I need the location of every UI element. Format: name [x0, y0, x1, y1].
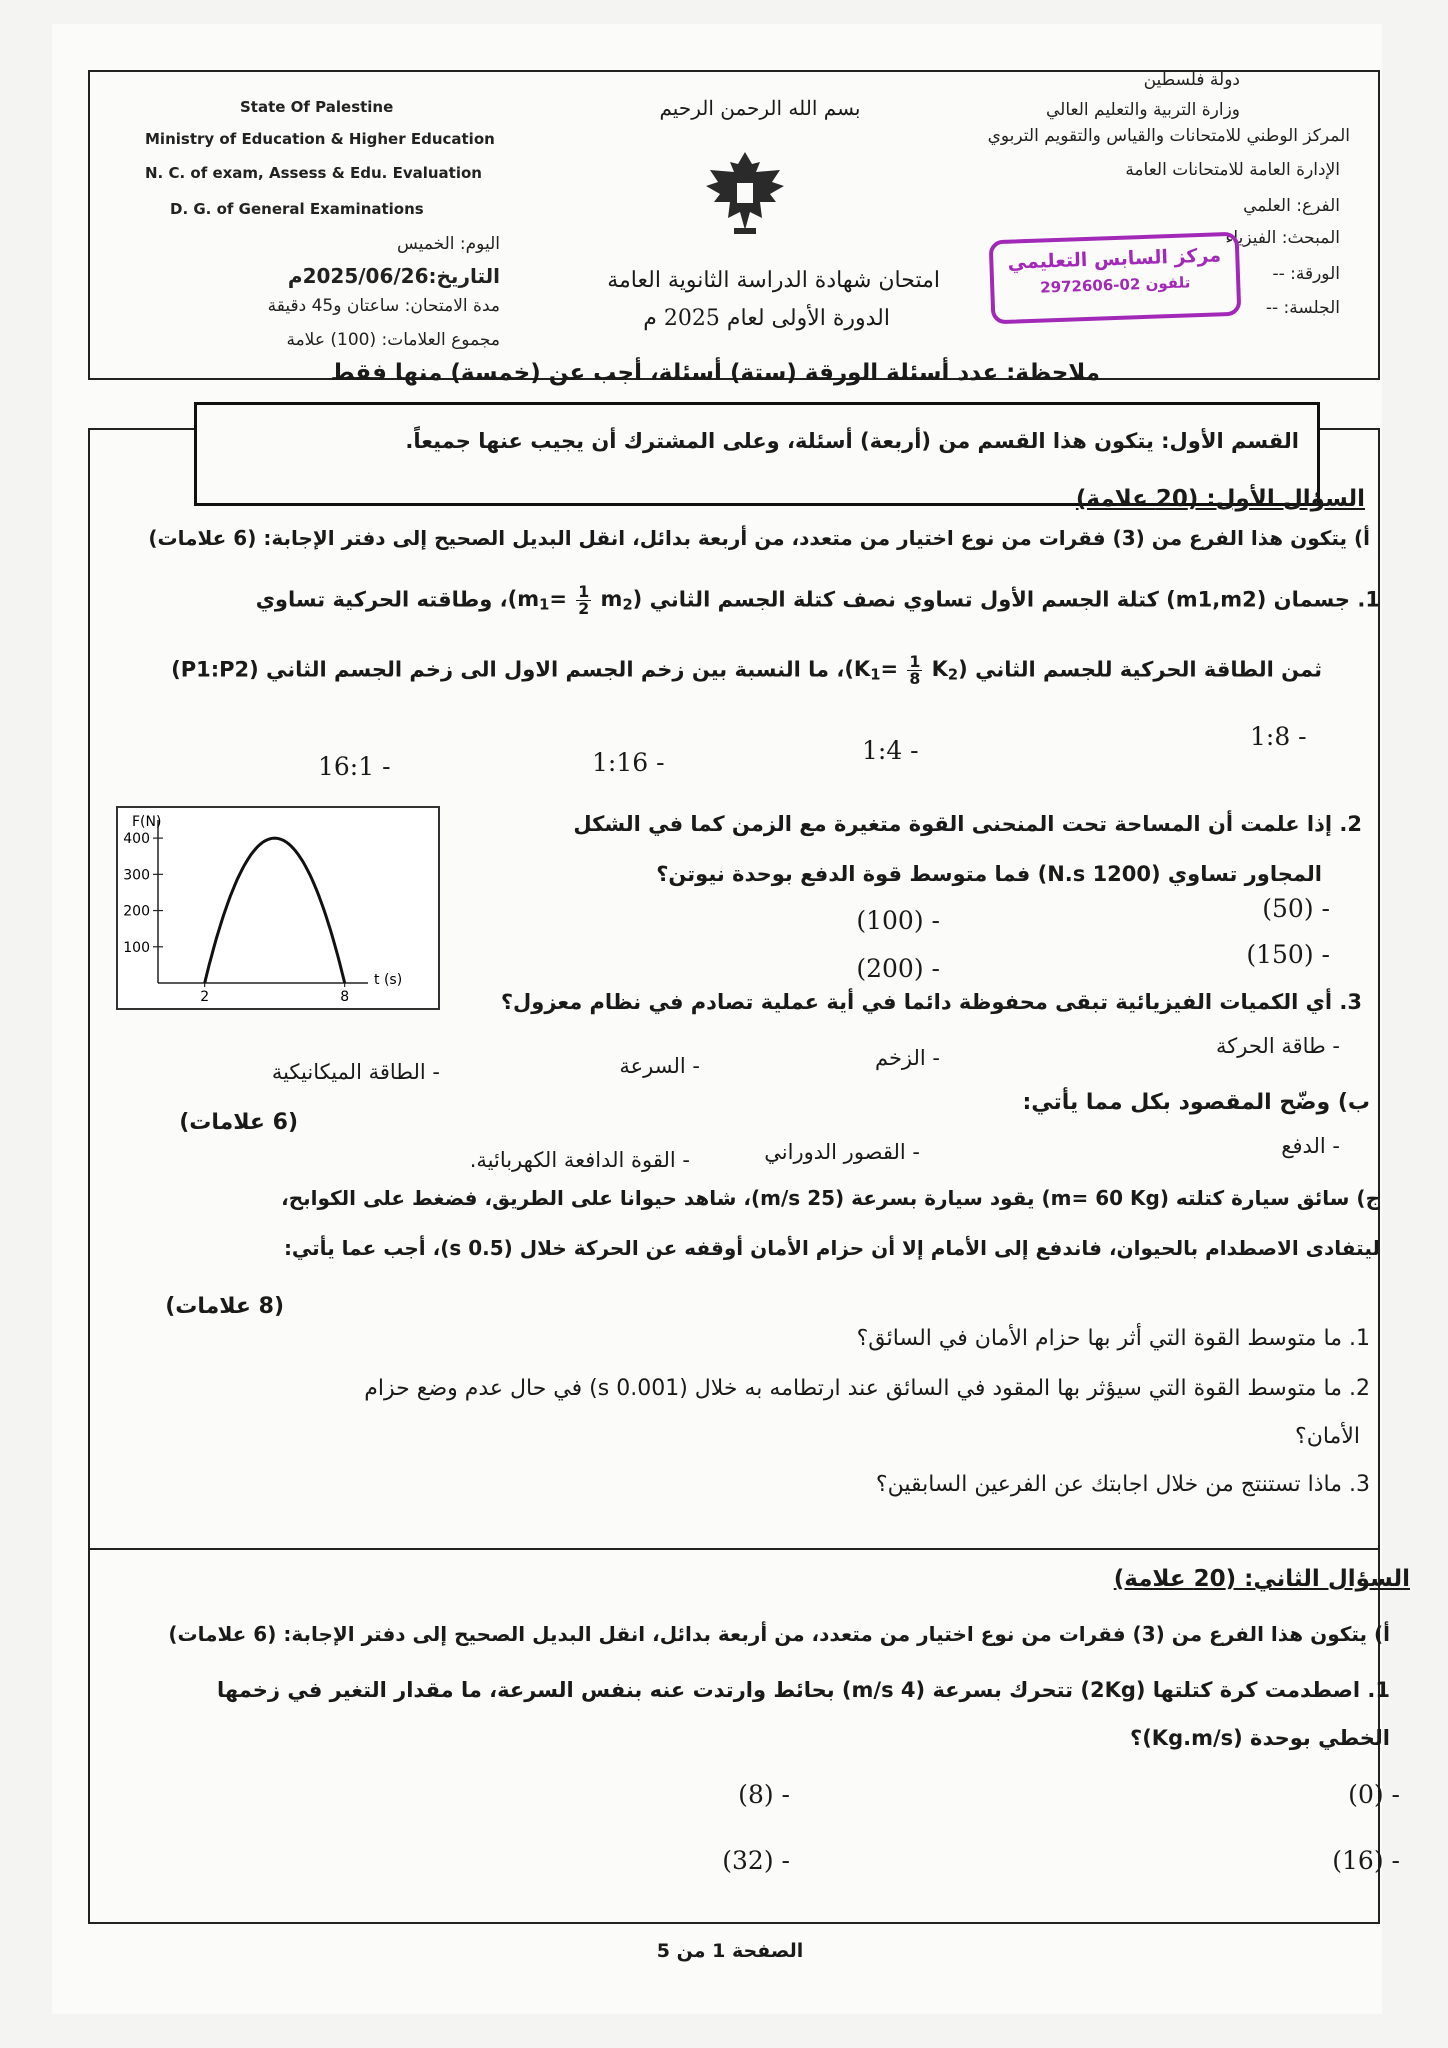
q1-item3-line: 3. أي الكميات الفيزيائية تبقى محفوظة دائما في أية عملية تصادم في نظام معزول؟	[500, 990, 1362, 1014]
q1-item1-line2	[110, 654, 1322, 687]
q1-part-c-q1: 1. ما متوسط القوة التي أثر بها حزام الأمان في السائق؟	[856, 1326, 1370, 1351]
q1-item1-option-3[interactable]: 1:16 -	[592, 748, 665, 777]
q1-item2-option-1[interactable]: - (50)	[1262, 894, 1330, 923]
q2-title: السؤال الثاني: (20 علامة)	[1113, 1566, 1410, 1592]
page-footer: الصفحة 1 من 5	[656, 1940, 804, 1962]
force-curve	[205, 838, 345, 983]
q1-part-c-marks: (8 علامات)	[165, 1294, 284, 1319]
q1-item1-line2-b: ، ما النسبة بين زخم الجسم الاول الى زخم الجسم الثاني (P1:P2)	[171, 657, 845, 682]
header-branch: الفرع: العلمي	[1243, 196, 1340, 216]
q1-part-b-term-2: - القصور الدوراني	[764, 1140, 920, 1164]
basmala: بسم الله الرحمن الرحيم	[659, 96, 861, 120]
q1-part-c-line2: ليتفادى الاصطدام بالحيوان، فاندفع إلى الأمام إلا أن حزام الأمان أوقفه عن الحركة خلال (0.5 s)، أجب عما يأتي:	[283, 1236, 1380, 1260]
header-en-state: State Of Palestine	[240, 98, 394, 116]
q1-item3-option-3[interactable]: - السرعة	[619, 1054, 700, 1078]
q1-item1-text-a: جسمان (m1,m2) كتلة الجسم الأول تساوي نصف كتلة الجسم الثاني	[649, 587, 1351, 612]
q1-item1-number: 1.	[1357, 587, 1380, 612]
q1-item2-option-3[interactable]: - (150)	[1246, 940, 1330, 969]
q1-part-b: ب) وضّح المقصود بكل مما يأتي:	[1022, 1090, 1370, 1115]
note-line: ملاحظة: عدد أسئلة الورقة (ستة) أسئلة، أجب عن (خمسة) منها فقط	[330, 360, 1100, 386]
graph-y-label: F(N)	[132, 814, 162, 830]
q1-part-b-term-3: - القوة الدافعة الكهربائية.	[469, 1148, 690, 1172]
y-tick-label: 200	[123, 903, 150, 920]
q2-item1-line2: الخطي بوحدة (Kg.m/s)؟	[1130, 1726, 1390, 1750]
header-en-center: N. C. of exam, Assess & Edu. Evaluation	[145, 164, 482, 182]
q1-item1-mass-formula: ($m_1=$ $\frac{1}{2}$ $m_2$)	[507, 582, 643, 618]
q2-item1-option-1[interactable]: - (0)	[1348, 1780, 1400, 1809]
y-tick-label: 100	[123, 939, 150, 956]
exam-day: اليوم: الخميس	[397, 234, 500, 254]
header-paper: الورقة: --	[1272, 264, 1340, 284]
q2-item1-option-3[interactable]: - (16)	[1332, 1846, 1400, 1875]
q2-item1-option-2[interactable]: - (8)	[738, 1780, 790, 1809]
exam-total-marks: مجموع العلامات: (100) علامة	[286, 330, 500, 350]
section-divider	[88, 1548, 1378, 1550]
q1-part-b-term-1: - الدفع	[1281, 1134, 1340, 1158]
header-ar-center: المركز الوطني للامتحانات والقياس والتقويم التربوي	[987, 126, 1350, 146]
q1-part-c-q3: 3. ماذا تستنتج من خلال اجابتك عن الفرعين السابقين؟	[875, 1472, 1370, 1497]
q1-part-a-intro: أ) يتكون هذا الفرع من (3) فقرات من نوع اختيار من متعدد، من أربعة بدائل، انقل البديل الصحيح إلى دفتر الإجابة: (6 علامات)	[148, 526, 1370, 550]
q1-item1-line2-a: ثمن الطاقة الحركية للجسم الثاني	[975, 657, 1322, 682]
x-tick-label: 2	[200, 989, 210, 1005]
y-tick-label: 300	[123, 867, 150, 884]
header-ar-directorate: الإدارة العامة للامتحانات العامة	[1125, 160, 1340, 180]
q1-item3-option-2[interactable]: - الزخم	[874, 1046, 940, 1070]
q1-title: السؤال الأول: (20 علامة)	[1075, 486, 1365, 512]
header-session: الجلسة: --	[1265, 298, 1340, 318]
y-ticks	[123, 831, 163, 956]
q1-item2-option-2[interactable]: - (100)	[856, 906, 940, 935]
institute-stamp	[989, 232, 1242, 325]
stamp-phone: تلفون 02-2972606	[1039, 273, 1191, 297]
q1-item2-option-4[interactable]: - (200)	[856, 954, 940, 983]
x-tick-label: 8	[340, 989, 350, 1005]
force-time-plot	[118, 808, 438, 1008]
header-ar-ministry: وزارة التربية والتعليم العالي	[1045, 100, 1240, 120]
header-subject: المبحث: الفيزياء	[1225, 228, 1340, 248]
q2-item1-option-4[interactable]: - (32)	[722, 1846, 790, 1875]
exam-date: التاريخ:2025/06/26م	[287, 264, 500, 288]
stamp-name: مركز السابس التعليمي	[1007, 244, 1222, 274]
exam-duration: مدة الامتحان: ساعتان و45 دقيقة	[267, 296, 500, 316]
force-time-graph	[116, 806, 440, 1010]
header-en-directorate: D. G. of General Examinations	[170, 200, 424, 218]
header-ar-state: دولة فلسطين	[1143, 70, 1240, 90]
q1-item3-option-4[interactable]: - الطاقة الميكانيكية	[271, 1060, 440, 1084]
q1-item1-option-2[interactable]: 1:4 -	[862, 736, 919, 765]
q1-part-c-q2b: الأمان؟	[1295, 1424, 1360, 1449]
q1-item1-text-b: ، وطاقته الحركية تساوي	[255, 587, 508, 612]
header-en-ministry: Ministry of Education & Higher Education	[145, 130, 495, 148]
y-tick-label: 400	[123, 831, 150, 848]
q1-item2-line1: 2. إذا علمت أن المساحة تحت المنحنى القوة متغيرة مع الزمن كما في الشكل	[573, 812, 1362, 836]
q2-item1-line1: 1. اصطدمت كرة كتلتها (2Kg) تتحرك بسرعة (4 m/s) بحائط وارتدت عنه بنفس السرعة، ما مقدار التغير في زخمها	[216, 1678, 1390, 1702]
q1-part-c-q2: 2. ما متوسط القوة التي سيؤثر بها المقود في السائق عند ارتطامه به خلال (0.001 s) في حال عدم وضع حزام	[364, 1376, 1370, 1401]
q1-part-c-line1: ج) سائق سيارة كتلته (m= 60 Kg) يقود سيارة بسرعة (25 m/s)، شاهد حيوانا على الطريق، فضغط على الكوابح،	[281, 1186, 1380, 1210]
exam-round: الدورة الأولى لعام 2025 م	[643, 306, 890, 331]
q1-item1-energy-formula: ($K_1=$ $\frac{1}{8}$ $K_2$)	[844, 652, 968, 688]
exam-title: امتحان شهادة الدراسة الثانوية العامة	[607, 268, 940, 293]
q1-item1-option-1[interactable]: 1:8 -	[1250, 722, 1307, 751]
q1-item3-option-1[interactable]: - طاقة الحركة	[1216, 1034, 1340, 1058]
q1-item2-line2: المجاور تساوي (1200 N.s) فما متوسط قوة الدفع بوحدة نيوتن؟	[656, 862, 1322, 886]
q2-part-a-intro: أ) يتكون هذا الفرع من (3) فقرات من نوع اختيار من متعدد، من أربعة بدائل، انقل البديل الصحيح إلى دفتر الإجابة: (6 علامات)	[168, 1622, 1390, 1646]
q1-part-b-marks: (6 علامات)	[179, 1110, 298, 1135]
section1-note: القسم الأول: يتكون هذا القسم من (أربعة) أسئلة، وعلى المشترك أن يجيب عنها جميعاً.	[405, 429, 1299, 453]
q1-item1-line1	[110, 584, 1380, 617]
graph-x-label: t (s)	[374, 972, 403, 988]
q1-item1-option-4[interactable]: 16:1 -	[318, 752, 391, 781]
palestine-eagle-emblem-icon	[700, 142, 790, 242]
